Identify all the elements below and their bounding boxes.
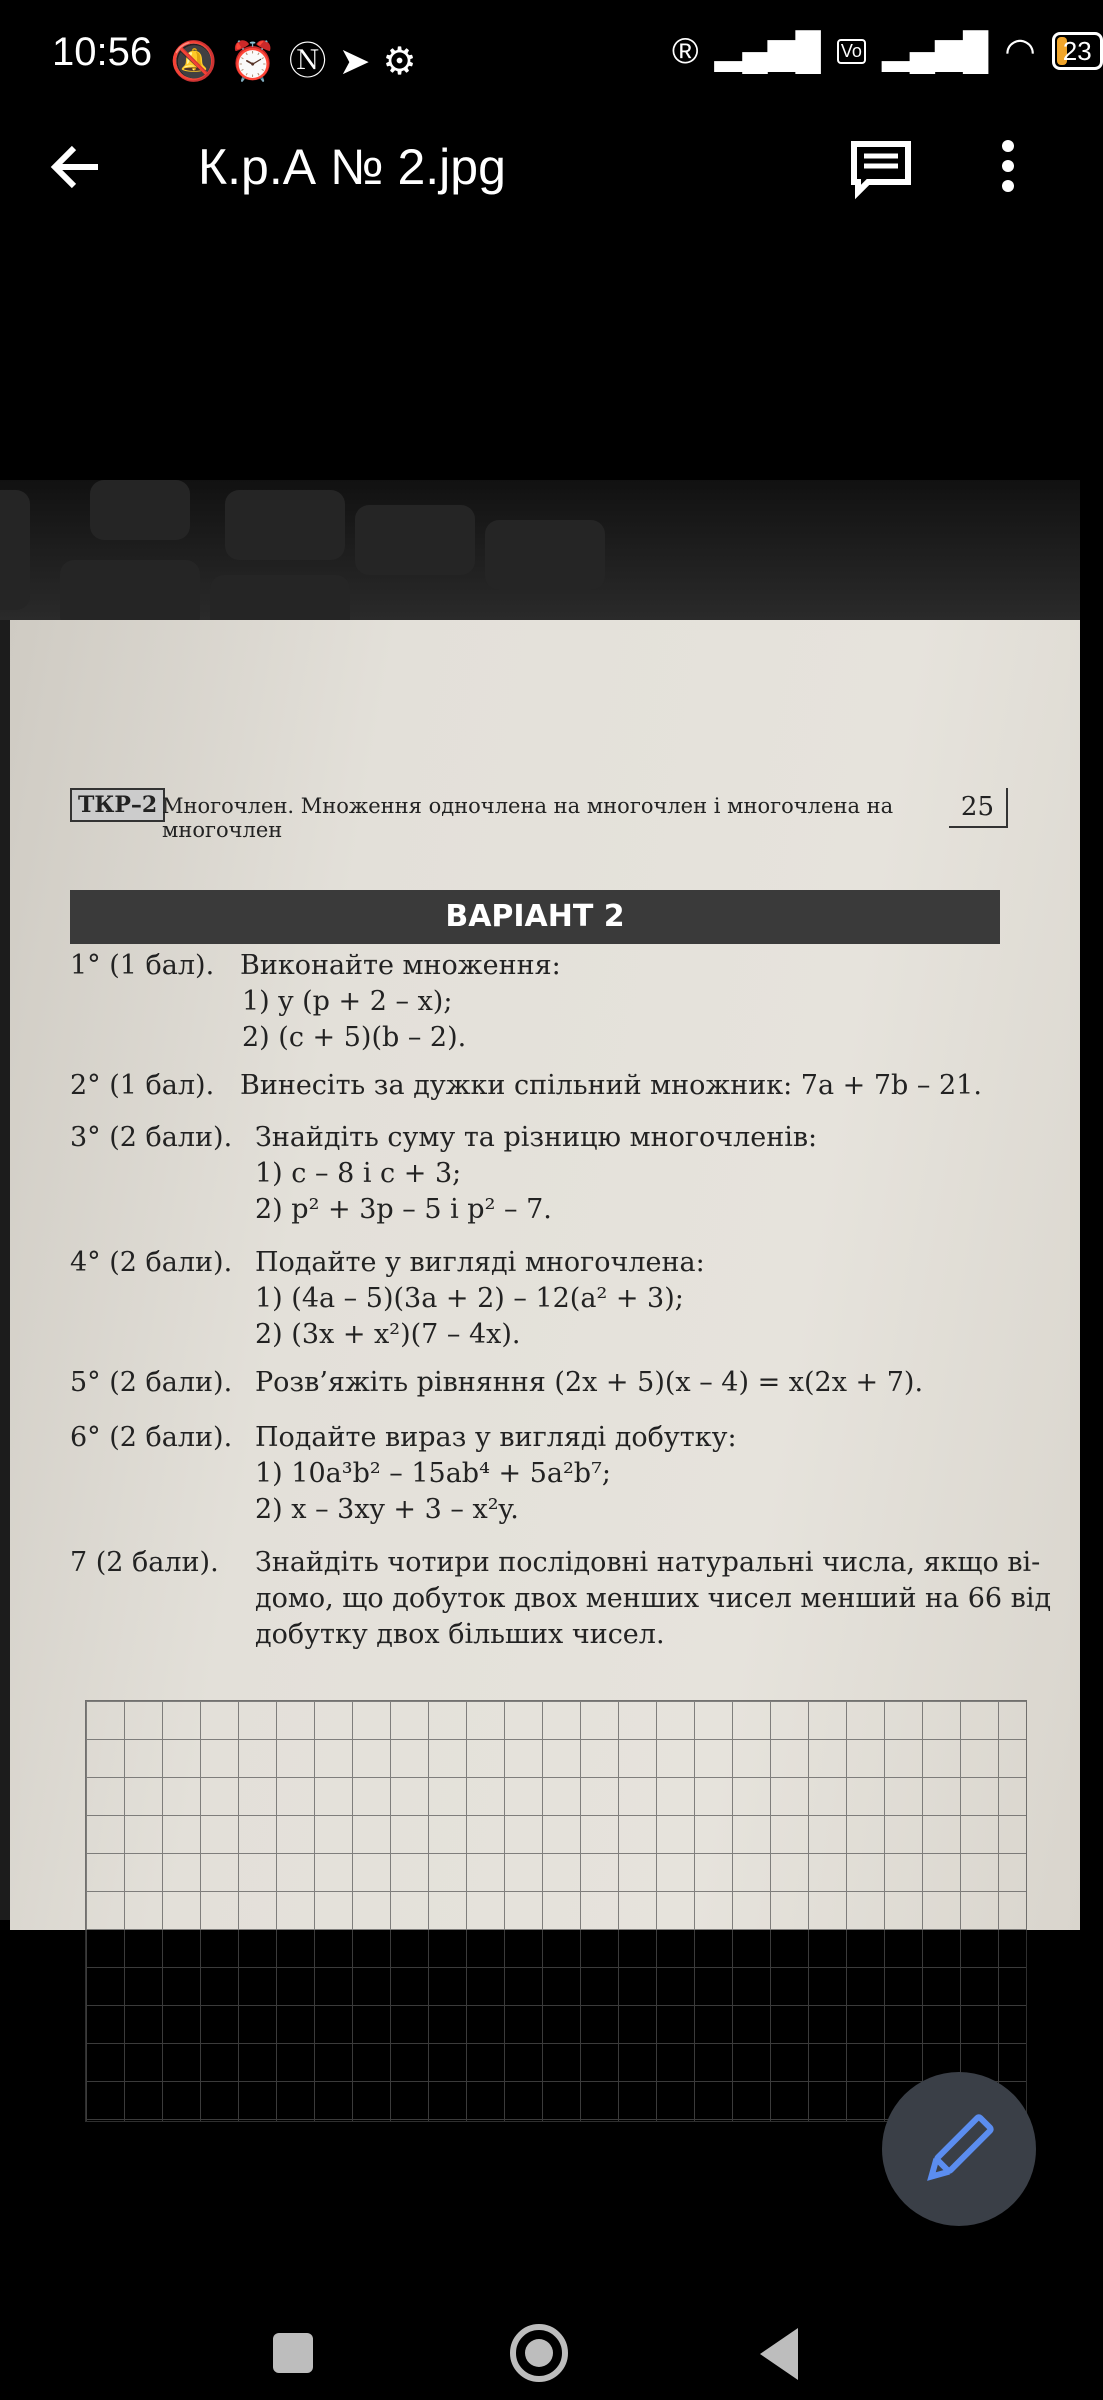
nfc-icon: Ⓝ xyxy=(288,41,339,83)
task-line: 1) 10a³b² – 15ab⁴ + 5a²b⁷; xyxy=(255,1458,611,1489)
task-body xyxy=(255,1545,1065,1653)
task-line: добутку двох більших чисел. xyxy=(255,1619,665,1650)
task-body xyxy=(255,1120,817,1228)
variant-banner: ВАРІАНТ 2 xyxy=(70,890,1000,944)
task-line: Винесіть за дужки спільний множник: 7a + 7b – 21. xyxy=(240,1070,982,1101)
arrow-left-icon[interactable] xyxy=(48,140,102,204)
task-body xyxy=(255,1365,923,1401)
battery-icon xyxy=(1052,32,1103,70)
task-number: 7 (2 бали). xyxy=(70,1547,219,1578)
pencil-icon xyxy=(882,2072,1036,2226)
task-line: 1) y (p + 2 – x); xyxy=(242,986,453,1017)
status-icons-right xyxy=(672,30,1103,72)
task-line: Виконайте множення: xyxy=(240,950,561,981)
clock: 10:56 xyxy=(52,30,153,74)
edit-button[interactable] xyxy=(882,2072,1036,2226)
signal-icon: ▂▄▆█ xyxy=(714,30,821,71)
task-body xyxy=(240,1068,982,1104)
header-text: Многочлен. Множення одночлена на многочлен і многочлена на многочлен xyxy=(162,794,894,842)
task-number: 5° (2 бали). xyxy=(70,1367,233,1398)
back-button[interactable] xyxy=(760,2328,798,2380)
task-line: 2) x – 3xy + 3 – x²y. xyxy=(255,1494,519,1525)
battery-level: 23 xyxy=(1062,36,1092,66)
answer-grid xyxy=(85,1700,1027,2122)
mute-icon: 🔕 xyxy=(170,41,230,83)
file-title: К.р.А № 2.jpg xyxy=(198,139,506,195)
page-header xyxy=(70,788,1000,842)
task-body xyxy=(255,1420,737,1528)
gear-icon: ⚙ xyxy=(382,41,429,83)
header-badge: ТКР–2 xyxy=(70,788,165,822)
registered-icon: ® xyxy=(672,30,699,71)
task-line: 2) p² + 3p – 5 і p² – 7. xyxy=(255,1194,552,1225)
task-line: Знайдіть суму та різницю многочленів: xyxy=(255,1122,818,1153)
telegram-icon: ➤ xyxy=(338,41,383,83)
volte-icon: Vo xyxy=(837,39,866,64)
document-page xyxy=(10,620,1080,1930)
photo-viewer[interactable] xyxy=(0,480,1080,1920)
keyboard-photo-region xyxy=(0,480,1080,620)
task-number: 1° (1 бал). xyxy=(70,950,215,981)
home-button[interactable] xyxy=(510,2324,568,2382)
task-line: домо, що добуток двох менших чисел менший на 66 від xyxy=(255,1583,1052,1614)
task-line: Подайте у вигляді многочлена: xyxy=(255,1247,705,1278)
task-body xyxy=(255,1245,705,1353)
task-line: Подайте вираз у вигляді добутку: xyxy=(255,1422,737,1453)
task-body xyxy=(240,948,561,1056)
app-bar xyxy=(0,110,1080,230)
status-icons-left xyxy=(170,30,429,85)
task-line: 1) c – 8 і c + 3; xyxy=(255,1158,462,1189)
status-bar xyxy=(0,0,1092,110)
wifi-icon: ◠ xyxy=(1004,30,1036,71)
task-line: 2) (3x + x²)(7 – 4x). xyxy=(255,1319,521,1350)
task-line: Знайдіть чотири послідовні натуральні числа, якщо ві- xyxy=(255,1547,1041,1578)
task-line: 1) (4a – 5)(3a + 2) – 12(a² + 3); xyxy=(255,1283,684,1314)
more-vert-icon[interactable] xyxy=(1000,138,1016,205)
recents-button[interactable] xyxy=(273,2333,313,2373)
task-line: Розв’яжіть рівняння (2x + 5)(x – 4) = x(2x + 7). xyxy=(255,1367,924,1398)
comment-icon[interactable] xyxy=(850,140,912,192)
task-number: 6° (2 бали). xyxy=(70,1422,233,1453)
alarm-icon: ⏰ xyxy=(229,41,289,83)
page-number: 25 xyxy=(949,788,1008,828)
task-number: 3° (2 бали). xyxy=(70,1122,233,1153)
system-nav-bar xyxy=(0,2270,1080,2400)
signal-2-icon: ▂▄▆█ xyxy=(881,30,989,71)
task-line: 2) (c + 5)(b – 2). xyxy=(242,1022,467,1053)
task-number: 2° (1 бал). xyxy=(70,1070,215,1101)
task-number: 4° (2 бали). xyxy=(70,1247,233,1278)
